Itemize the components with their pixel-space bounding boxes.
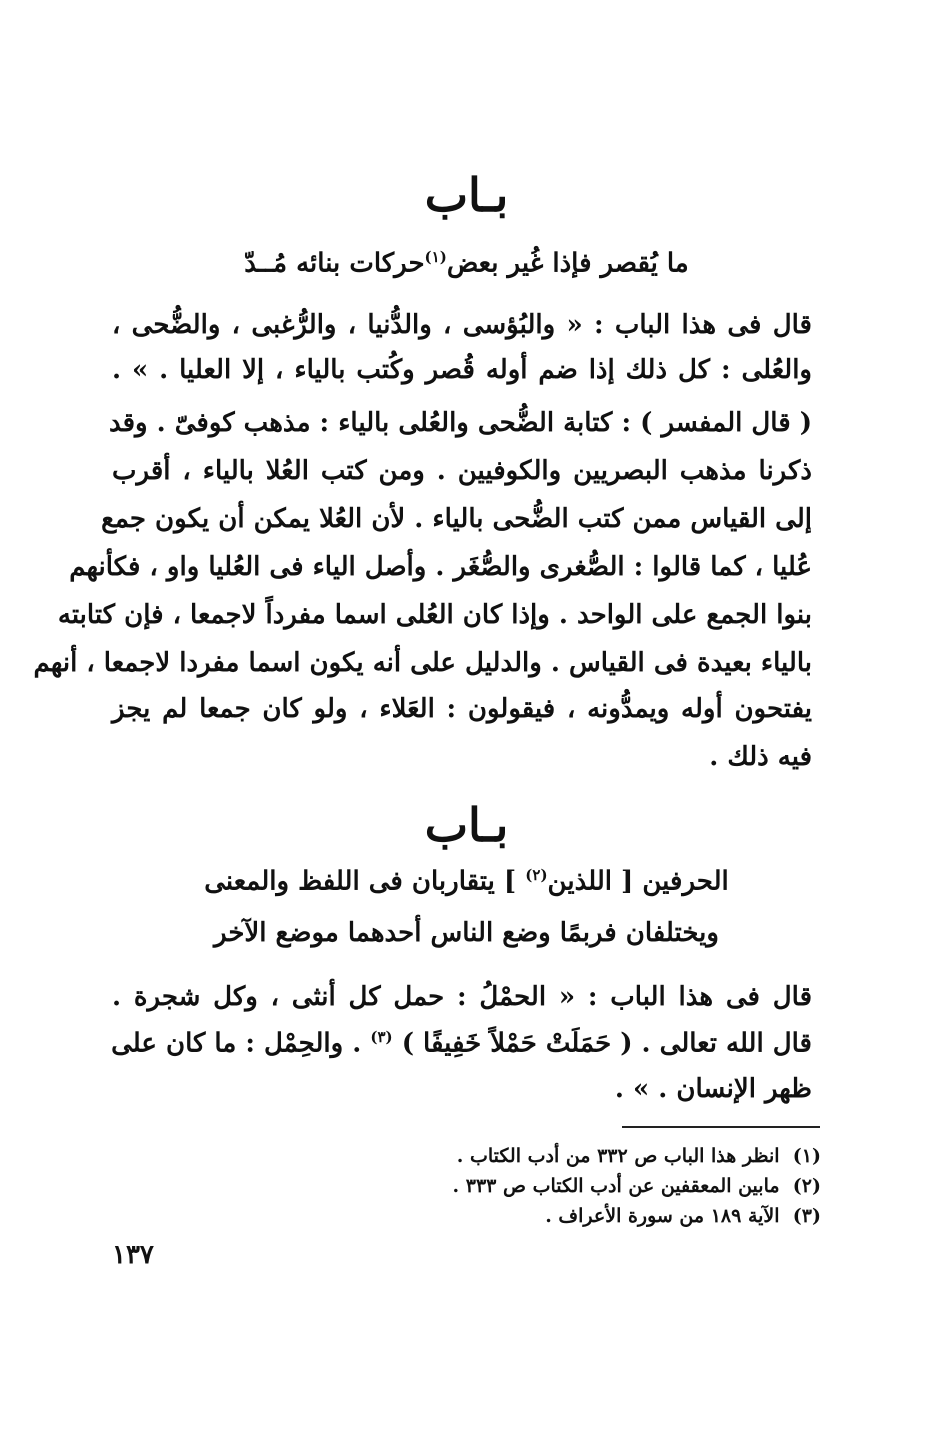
- page-number: ١٣٧: [112, 1240, 154, 1270]
- subtitle-text-after: حركات بنائه مُــدّ: [244, 248, 425, 279]
- footnote-number: (٣): [792, 1205, 821, 1227]
- section1-line-7: بنوا الجمع على الواحد . وإذا كان العُلى اسما مفرداً لاجمعا ، فإن كتابته: [57, 600, 812, 630]
- footnote-1: [457, 1145, 821, 1167]
- footnote-3: [545, 1205, 821, 1227]
- section1-line-4: ذكرنا مذهب البصريين والكوفيين . ومن كتب العُلا بالياء ، أقرب: [112, 456, 812, 486]
- footnote-ref-1: (١): [424, 248, 447, 266]
- section-subtitle-2a: [0, 866, 933, 897]
- section1-line-8: بالياء بعيدة فى القياس . والدليل على أنه يكون اسما مفردا لاجمعا ، أنهم: [33, 648, 812, 678]
- section1-line-2: والعُلى : كل ذلك إذا ضم أوله قُصر وكُتب بالياء ، إلا العليا . » .: [112, 355, 812, 385]
- section2-line-2-rest: . والحِمْل : ما كان على: [111, 1028, 362, 1059]
- section2-line-3: ظهر الإنسان . » .: [614, 1074, 812, 1104]
- subtitle-text-before: ما يُقصر فإذا غُير بعض: [446, 248, 689, 279]
- footnote-text: مابين المعقفين عن أدب الكتاب ص ٣٣٣ .: [452, 1175, 780, 1197]
- section-heading-2: بـاب: [424, 798, 509, 852]
- section1-line-9: يفتحون أوله ويمدُّونه ، فيقولون : العَلاء ، ولو كان جمعا لم يجز: [112, 694, 812, 724]
- section2-line-2: [112, 1028, 812, 1059]
- subtitle-text-after: ] يتقاربان فى اللفظ والمعنى: [204, 866, 517, 897]
- section1-line-5: إلى القياس ممن كتب الضُّحى بالياء . لأن العُلا يمكن أن يكون جمع: [101, 504, 812, 534]
- footnote-number: (٢): [792, 1175, 821, 1197]
- footnote-ref-2: (٢): [525, 866, 548, 884]
- footnote-2: [453, 1175, 821, 1197]
- footnote-divider: [622, 1126, 820, 1128]
- quran-citation: قال الله تعالى . ( حَمَلَتْ حَمْلاً خَفِيفًا ): [401, 1028, 812, 1059]
- section-subtitle-1: [0, 248, 933, 279]
- section2-line-1: قال فى هذا الباب : « الحمْلُ : حمل كل أنثى ، وكل شجرة .: [112, 982, 812, 1012]
- section-subtitle-2b: ويختلفان فربمًا وضع الناس أحدهما موضع الآخر: [214, 918, 719, 948]
- subtitle-text-before: الحرفين [ اللذين: [547, 866, 729, 897]
- section1-line-1: قال فى هذا الباب : « والبُؤسى ، والدُّنيا ، والرُّغبى ، والضُّحى ،: [112, 310, 812, 340]
- footnote-text: انظر هذا الباب ص ٣٣٢ من أدب الكتاب .: [456, 1145, 780, 1167]
- footnote-ref-3: (٣): [370, 1028, 393, 1046]
- section1-line-3: ( قال المفسر ) : كتابة الضُّحى والعُلى بالياء : مذهب كوفىّ . وقد: [108, 408, 812, 438]
- section1-line-6: عُليا ، كما قالوا : الصُّغرى والصُّغَر . وأصل الياء فى العُليا واو ، فكأنهم: [69, 552, 812, 582]
- footnote-text: الآية ١٨٩ من سورة الأعراف .: [545, 1205, 780, 1227]
- section1-line-10: فيه ذلك .: [709, 742, 812, 772]
- section-heading-1: بـاب: [424, 168, 509, 222]
- footnote-number: (١): [792, 1145, 821, 1167]
